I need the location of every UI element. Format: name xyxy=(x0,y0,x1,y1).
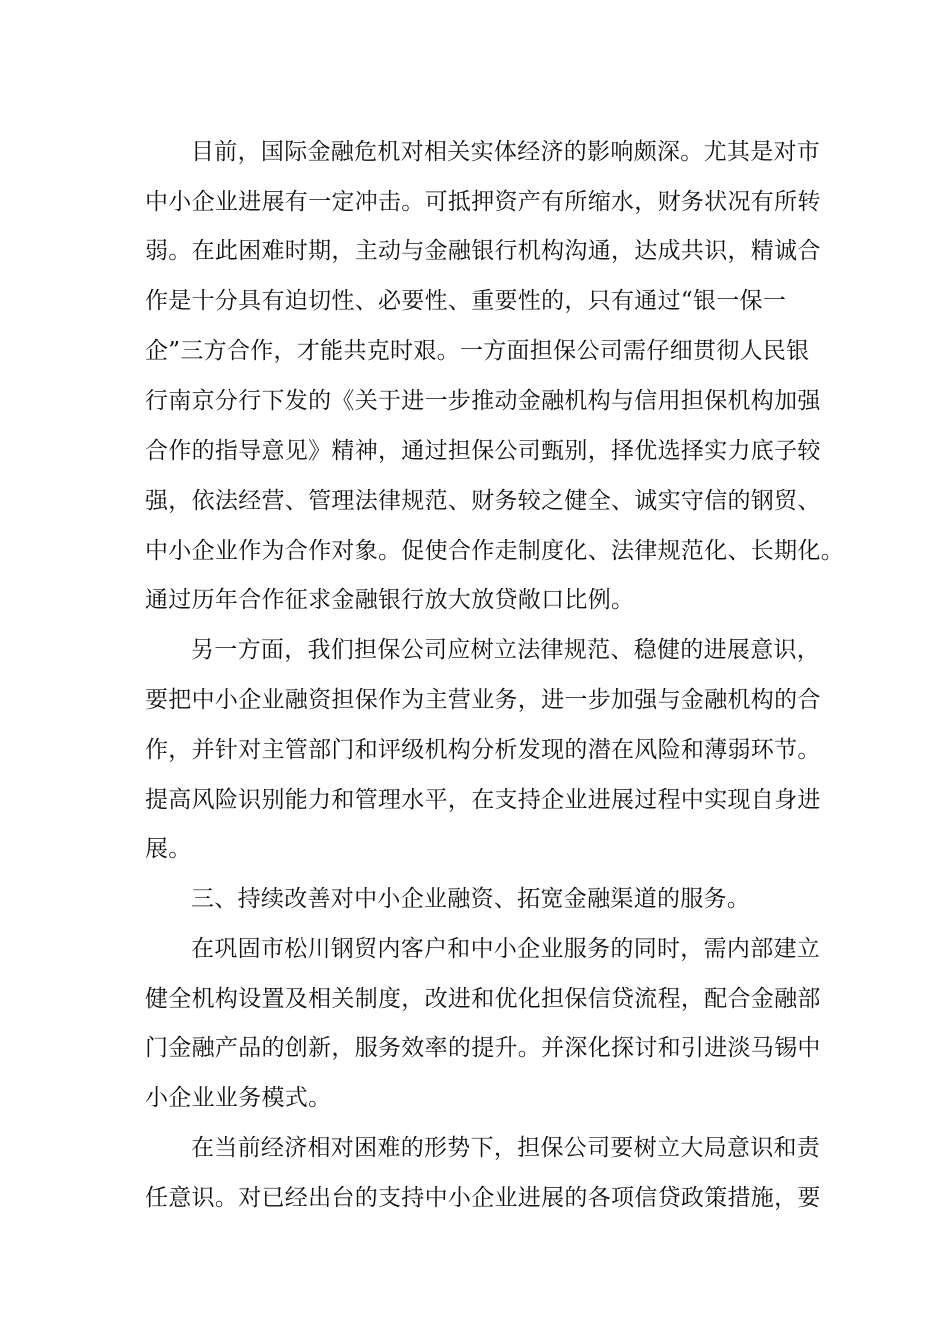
section-heading: 三、持续改善对中小企业融资、拓宽金融渠道的服务。 xyxy=(191,886,751,912)
text-line: 提高风险识别能力和管理水平，在支持企业进展过程中实现自身进 xyxy=(145,787,821,813)
text-line: 小企业业务模式。 xyxy=(145,1085,332,1111)
text-line: 通过历年合作征求金融银行放大放贷敞口比例。 xyxy=(145,587,635,613)
text-line: 强，依法经营、管理法律规范、财务较之健全、诚实守信的钢贸、 xyxy=(145,488,821,514)
text-line: 企”三方合作，才能共克时艰。一方面担保公司需仔细贯彻人民银 xyxy=(145,338,810,364)
text-line: 要把中小企业融资担保作为主营业务，进一步加强与金融机构的合 xyxy=(145,687,821,713)
text-line: 作，并针对主管部门和评级机构分析发现的潜在风险和薄弱环节。 xyxy=(145,737,821,763)
text-line: 任意识。对已经出台的支持中小企业进展的各项信贷政策措施，要 xyxy=(145,1185,821,1211)
text-line: 弱。在此困难时期，主动与金融银行机构沟通，达成共识，精诚合 xyxy=(145,238,821,264)
text-line: 作是十分具有迫切性、必要性、重要性的，只有通过“银一保一 xyxy=(145,288,787,314)
text-line: 门金融产品的创新，服务效率的提升。并深化探讨和引进淡马锡中 xyxy=(145,1035,821,1061)
text-line: 展。 xyxy=(145,836,192,862)
text-line: 另一方面，我们担保公司应树立法律规范、稳健的进展意识， xyxy=(191,637,821,663)
text-line: 在当前经济相对困难的形势下，担保公司要树立大局意识和责 xyxy=(191,1135,821,1161)
text-line: 行南京分行下发的《关于进一步推动金融机构与信用担保机构加强 xyxy=(145,388,821,414)
text-line: 中小企业作为合作对象。促使合作走制度化、法律规范化、长期化。 xyxy=(145,538,844,564)
text-line: 在巩固市松川钢贸内客户和中小企业服务的同时，需内部建立 xyxy=(191,936,821,962)
text-line: 健全机构设置及相关制度，改进和优化担保信贷流程，配合金融部 xyxy=(145,986,821,1012)
text-line: 中小企业进展有一定冲击。可抵押资产有所缩水，财务状况有所转 xyxy=(145,189,821,215)
text-line: 合作的指导意见》精神，通过担保公司甄别，择优选择实力底子较 xyxy=(145,438,821,464)
text-line: 目前，国际金融危机对相关实体经济的影响颇深。尤其是对市 xyxy=(191,139,821,165)
